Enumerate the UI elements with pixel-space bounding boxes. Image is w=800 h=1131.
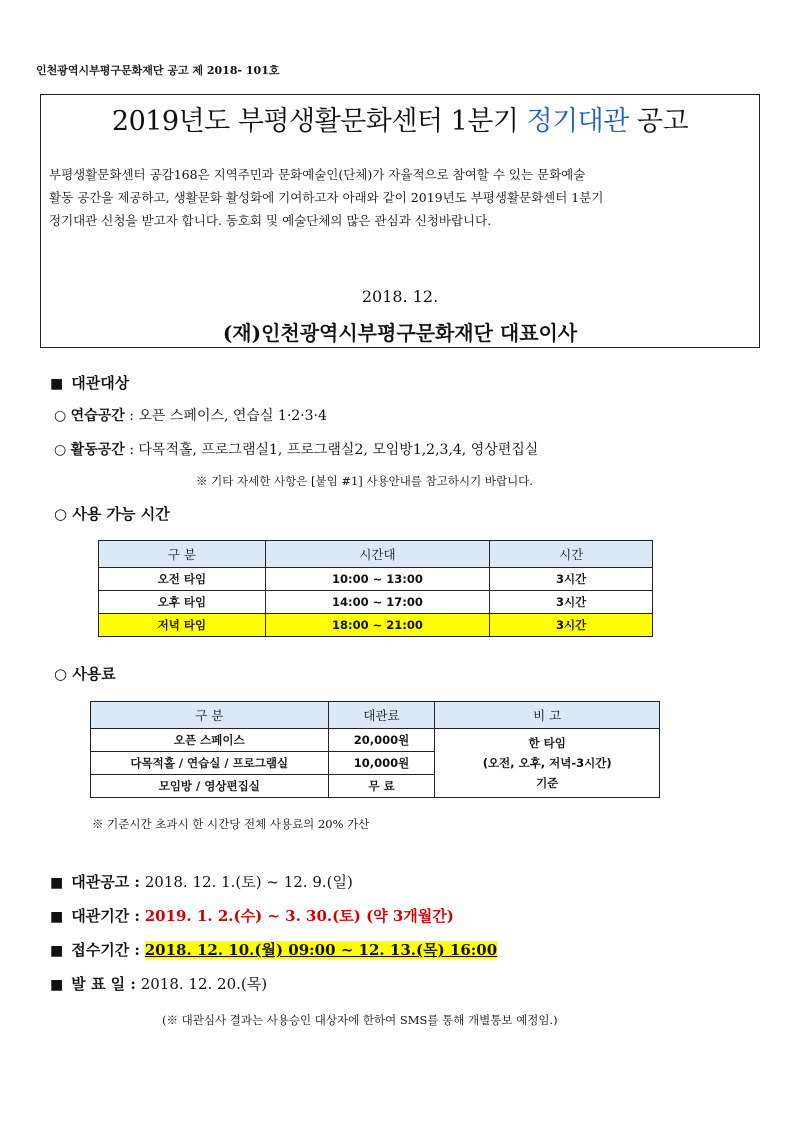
target-note: ※ 기타 자세한 사항은 [붙임 #1] 사용안내를 참고하시기 바랍니다. [196,474,533,488]
time-type: 저녁 타임 [99,614,266,637]
practice-value: 오픈 스페이스, 연습실 1·2·3·4 [138,408,327,424]
fee-space: 다목적홀 / 연습실 / 프로그램실 [91,752,329,775]
period-label: 대관기간 : [71,907,140,925]
schedule-note: (※ 대관심사 결과는 사용승인 대상자에 한하여 SMS를 통해 개별통보 예정임.) [162,1013,558,1027]
fee-remark-line: 기준 [536,776,559,790]
circle-bullet-icon: ○ [54,408,71,424]
fee-amount: 10,000원 [328,752,435,775]
square-bullet-icon: ■ [50,875,64,891]
time-range: 10:00 ~ 13:00 [265,568,490,591]
time-range: 14:00 ~ 17:00 [265,591,490,614]
notice-title-pre: 2019년도 부평생활문화센터 1분기 [111,106,527,137]
col-header: 비 고 [435,702,660,729]
square-bullet-icon: ■ [50,943,64,959]
notice-date: 2018. 12. [361,287,439,306]
table-header-row [99,541,653,568]
result-value: 2018. 12. 20.(목) [140,975,268,993]
announce-value: 2018. 12. 1.(토) ~ 12. 9.(일) [144,873,353,891]
col-header: 시간대 [265,541,490,568]
col-header: 대관료 [328,702,435,729]
activity-space-line: ○ 활동공간 : 다목적홀, 프로그램실1, 프로그램실2, 모임방1,2,3,4, 영상편집실 [54,442,539,458]
receipt-label: 접수기간 : [71,941,140,959]
table-row [99,568,653,591]
circle-bullet-icon: ○ [54,505,73,523]
notice-body-line: 정기대관 신청을 받고자 합니다. 동호회 및 예술단체의 많은 관심과 신청바랍니다. [49,213,492,228]
receipt-line [50,939,497,960]
fee-remark [435,729,660,798]
col-header: 시간 [490,541,653,568]
notice-body [49,163,751,232]
notice-body-line: 부평생활문화센터 공감168은 지역주민과 문화예술인(단체)가 자율적으로 참여할 수 있는 문화예술 [49,167,586,182]
table-row [91,729,660,752]
time-hours: 3시간 [490,591,653,614]
result-line [50,973,267,994]
activity-label: 활동공간 [70,442,125,458]
fee-remark-line: 한 타임 [528,736,566,750]
practice-space-line: ○ 연습공간 : 오픈 스페이스, 연습실 1·2·3·4 [54,408,327,424]
notice-title-accent: 정기대관 [526,106,629,137]
notice-body-line: 활동 공간을 제공하고, 생활문화 활성화에 기여하고자 아래와 같이 2019년도 부평생활문화센터 1분기 [49,190,604,205]
fee-space: 오픈 스페이스 [91,729,329,752]
fee-table [90,701,660,798]
activity-value: 다목적홀, 프로그램실1, 프로그램실2, 모임방1,2,3,4, 영상편집실 [138,442,539,458]
fee-heading-text: 사용료 [72,665,116,683]
circle-bullet-icon: ○ [54,442,71,458]
square-bullet-icon: ■ [50,376,64,392]
circle-bullet-icon: ○ [54,665,73,683]
doc-number: 인천광역시부평구문화재단 공고 제 2018- 101호 [36,64,280,77]
notice-box [40,94,760,348]
announce-label: 대관공고 : [71,873,140,891]
time-type: 오전 타임 [99,568,266,591]
notice-title-post: 공고 [628,106,689,137]
time-range: 18:00 ~ 21:00 [265,614,490,637]
time-heading-text: 사용 가능 시간 [72,505,170,523]
time-hours: 3시간 [490,568,653,591]
result-label: 발 표 일 : [71,975,136,993]
time-table [98,540,653,637]
practice-label: 연습공간 [70,408,125,424]
notice-title [41,99,759,138]
period-line [50,905,454,926]
table-row-highlighted [99,614,653,637]
fee-amount: 무 료 [328,775,435,798]
time-hours: 3시간 [490,614,653,637]
col-header: 구 분 [99,541,266,568]
square-bullet-icon: ■ [50,909,64,925]
period-value: 2019. 1. 2.(수) ~ 3. 30.(토) (약 3개월간) [144,907,454,925]
fee-amount: 20,000원 [328,729,435,752]
fee-space: 모임방 / 영상편집실 [91,775,329,798]
announce-line [50,871,353,892]
notice-organization: (재)인천광역시부평구문화재단 대표이사 [222,321,578,345]
fee-heading [54,663,116,684]
table-header-row [91,702,660,729]
square-bullet-icon: ■ [50,977,64,993]
target-heading [50,372,129,393]
time-heading [54,503,170,524]
fee-note: ※ 기준시간 초과시 한 시간당 전체 사용료의 20% 가산 [92,817,370,831]
target-heading-text: 대관대상 [71,374,130,392]
col-header: 구 분 [91,702,329,729]
fee-remark-line: (오전, 오후, 저녁-3시간) [482,756,612,770]
time-type: 오후 타임 [99,591,266,614]
table-row [99,591,653,614]
receipt-value: 2018. 12. 10.(월) 09:00 ~ 12. 13.(목) 16:00 [144,941,498,959]
